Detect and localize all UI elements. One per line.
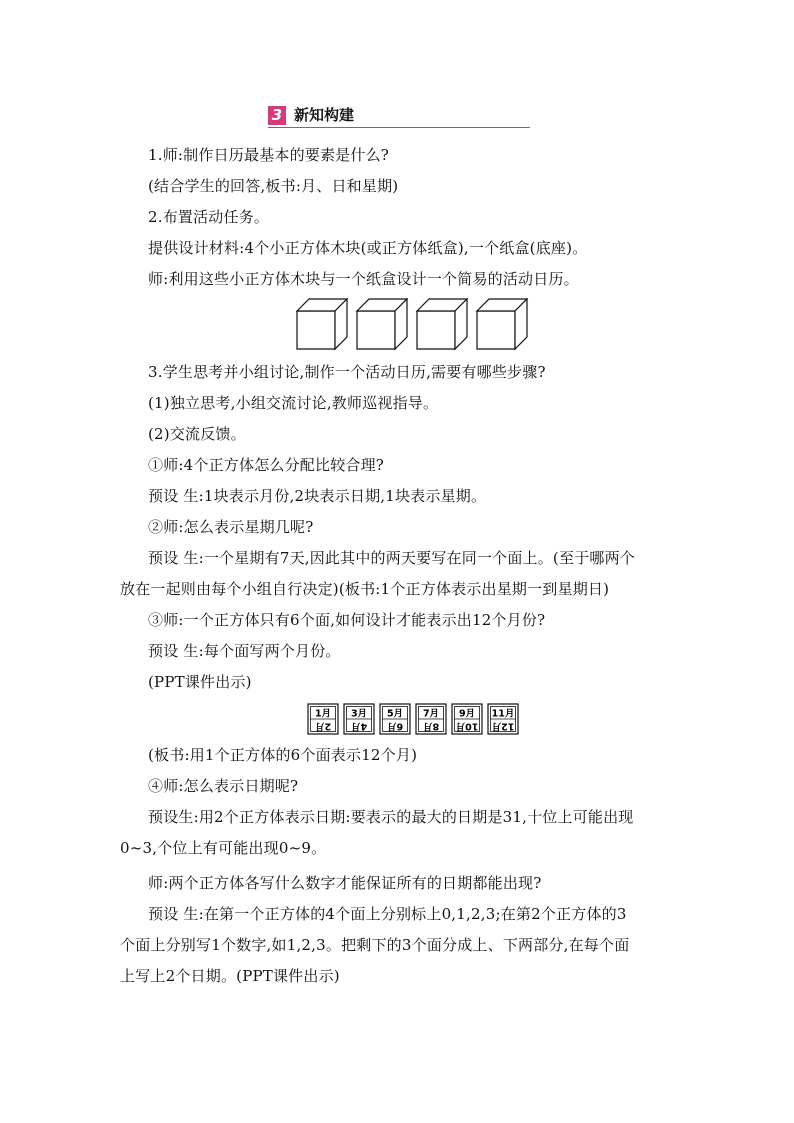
cube-drawing [297,299,347,349]
text-line: (板书:用1个正方体的6个面表示12个月) [148,746,418,764]
month-cards-illustration [306,703,522,737]
text-line: 预设 生:1块表示月份,2块表示日期,1块表示星期。 [148,487,487,505]
text-line: 预设 生:一个星期有7天,因此其中的两天要写在同一个面上。(至于哪两个 [148,549,635,567]
month-card-top-label: 3月 [350,708,368,720]
text-line: 师:利用这些小正方体木块与一个纸盒设计一个简易的活动日历。 [148,270,579,288]
text-line: 上写上2个日期。(PPT课件出示) [120,967,340,985]
text-line: 放在一起则由每个小组自行决定)(板书:1个正方体表示出星期一到星期日) [120,580,610,598]
month-card [380,704,410,734]
month-card [308,704,338,734]
text-line: ①师:4个正方体怎么分配比较合理? [148,456,385,474]
text-line: (PPT课件出示) [148,673,252,691]
section-title: 新知构建 [294,106,355,124]
text-line: 个面上分别写1个数字,如1,2,3。把剩下的3个面分成上、下两部分,在每个面 [120,936,630,954]
text-line: 0~3,个位上有可能出现0~9。 [120,839,327,857]
cube-illustration [296,298,532,352]
text-line: 3.学生思考并小组讨论,制作一个活动日历,需要有哪些步骤? [148,363,546,381]
cube-drawing [477,299,527,349]
text-line: 预设生:用2个正方体表示日期:要表示的最大的日期是31,十位上可能出现 [148,808,634,826]
text-line: (1)独立思考,小组交流讨论,教师巡视指导。 [148,394,439,412]
month-card-top-label: 5月 [386,708,404,720]
text-line: 预设 生:每个面写两个月份。 [148,642,341,660]
heading-underline [268,127,530,128]
month-card-top-label: 9月 [458,708,476,720]
month-card-bottom-label: 10月 [455,720,479,732]
text-line: 提供设计材料:4个小正方体木块(或正方体纸盒),一个纸盒(底座)。 [148,239,588,257]
text-line: 2.布置活动任务。 [148,208,270,226]
month-card [344,704,374,734]
cube-drawing [417,299,467,349]
month-card-bottom-label: 2月 [314,720,332,732]
month-card [416,704,446,734]
text-line: ③师:一个正方体只有6个面,如何设计才能表示出12个月份? [148,611,546,629]
month-card-bottom-label: 8月 [422,720,440,732]
month-card-bottom-label: 6月 [386,720,404,732]
text-line: 1.师:制作日历最基本的要素是什么? [148,146,390,164]
month-card-bottom-label: 4月 [350,720,368,732]
month-card-top-label: 1月 [314,708,332,720]
text-line: ②师:怎么表示星期几呢? [148,518,314,536]
section-number-badge: 3 [268,106,286,125]
month-card [488,704,518,734]
text-line: (结合学生的回答,板书:月、日和星期) [148,177,399,195]
section-heading [268,104,530,128]
text-line: 预设 生:在第一个正方体的4个面上分别标上0,1,2,3;在第2个正方体的3 [148,905,627,923]
month-card [452,704,482,734]
text-line: 师:两个正方体各写什么数字才能保证所有的日期都能出现? [148,874,542,892]
month-card-top-label: 11月 [491,708,515,720]
text-line: (2)交流反馈。 [148,425,246,443]
month-card-top-label: 7月 [422,708,440,720]
cube-drawing [357,299,407,349]
month-card-bottom-label: 12月 [491,720,515,732]
text-line: ④师:怎么表示日期呢? [148,777,299,795]
